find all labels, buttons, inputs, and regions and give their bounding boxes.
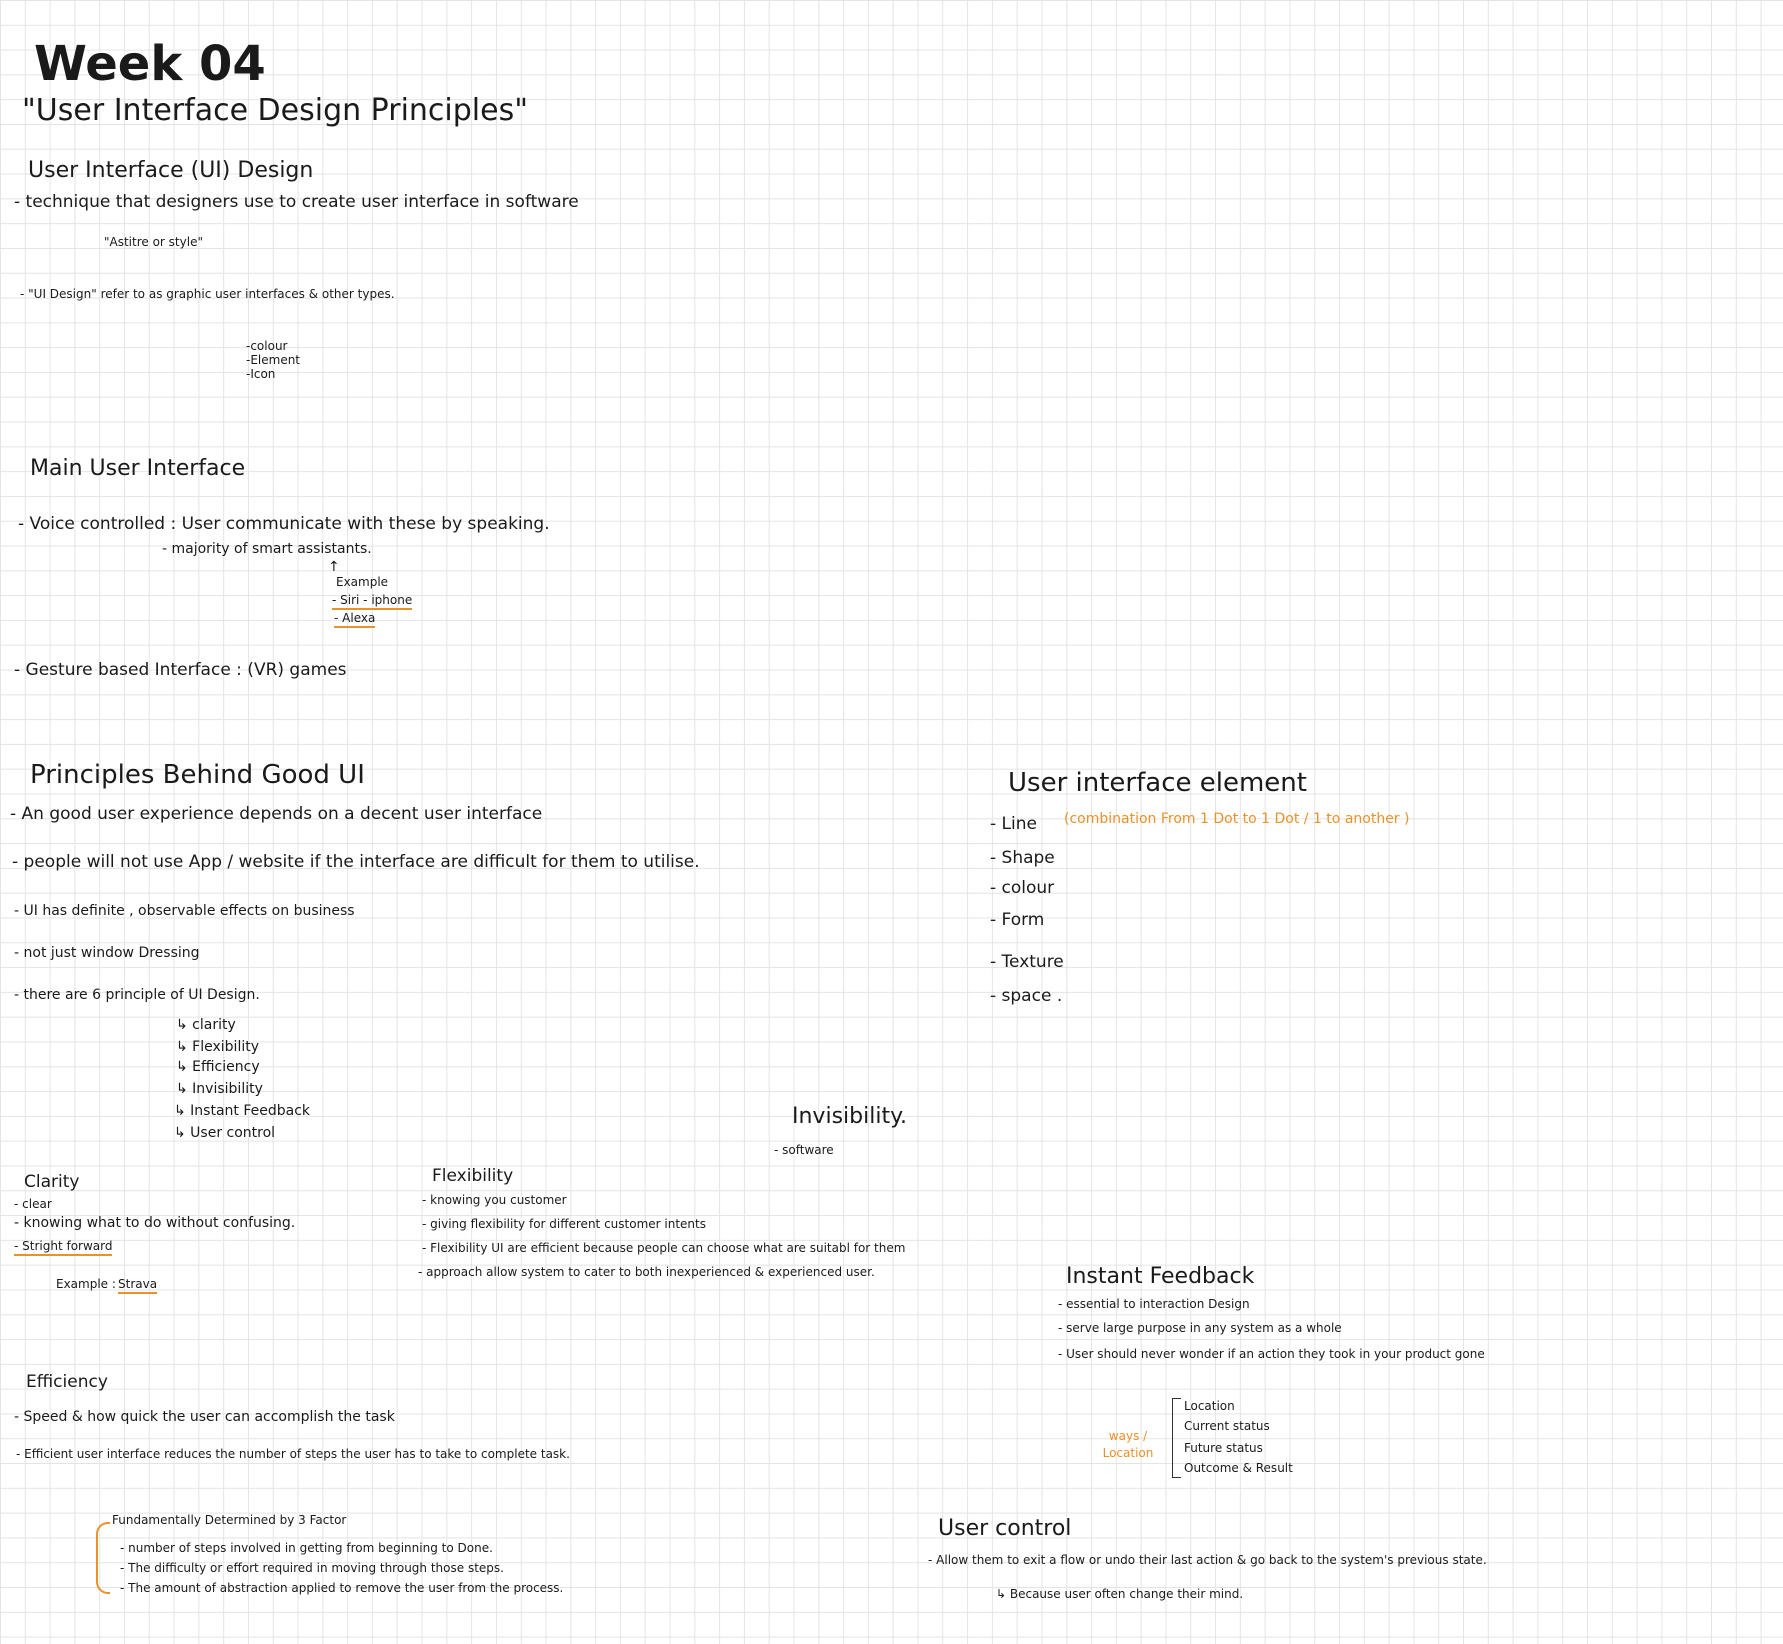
ui-design-list-item: -Element xyxy=(246,353,301,367)
efficiency-factor: - number of steps involved in getting from beginning to Done. xyxy=(120,1541,493,1555)
clarity-line: - Stright forward xyxy=(14,1240,112,1256)
principle-item: ↳ Invisibility xyxy=(176,1081,263,1097)
clarity-heading: Clarity xyxy=(24,1172,80,1192)
feedback-line: - serve large purpose in any system as a whole xyxy=(1058,1321,1342,1335)
ui-element-item: - space . xyxy=(990,986,1063,1006)
principle-item: ↳ Efficiency xyxy=(176,1059,260,1075)
user-control-because: ↳ Because user often change their mind. xyxy=(996,1587,1244,1601)
feedback-ways-label: ways / Location xyxy=(1102,1429,1154,1460)
efficiency-line: - Speed & how quick the user can accomplish the task xyxy=(14,1409,395,1425)
principle-item: ↳ Instant Feedback xyxy=(174,1103,311,1119)
feedback-bracket xyxy=(1172,1398,1181,1478)
principles-line: - not just window Dressing xyxy=(14,945,200,961)
efficiency-factor-heading: Fundamentally Determined by 3 Factor xyxy=(112,1513,347,1527)
principles-line: - UI has definite , observable effects on business xyxy=(14,903,355,919)
user-control-heading: User control xyxy=(938,1516,1072,1541)
clarity-line: - knowing what to do without confusing. xyxy=(14,1215,296,1231)
flexibility-line: - Flexibility UI are efficient because people can choose what are suitabl for them xyxy=(422,1241,906,1255)
main-ui-siri: - Siri - iphone xyxy=(332,594,412,610)
principles-line: - people will not use App / website if the interface are difficult for them to utilise. xyxy=(12,852,700,872)
invisibility-heading: Invisibility. xyxy=(792,1104,907,1129)
principle-item: ↳ User control xyxy=(174,1125,276,1141)
efficiency-factor: - The difficulty or effort required in moving through those steps. xyxy=(120,1561,504,1575)
ui-design-heading: User Interface (UI) Design xyxy=(28,158,314,183)
page-title: Week 04 xyxy=(34,36,266,92)
main-ui-heading: Main User Interface xyxy=(30,456,246,481)
clarity-example-label: Example : xyxy=(56,1277,116,1291)
principles-heading: Principles Behind Good UI xyxy=(30,760,365,790)
feedback-way: Location xyxy=(1184,1399,1235,1413)
flexibility-line: - knowing you customer xyxy=(422,1193,567,1207)
main-ui-alexa: - Alexa xyxy=(334,612,375,628)
ui-design-line-2: - "UI Design" refer to as graphic user interfaces & other types. xyxy=(20,287,395,301)
invisibility-line: - software xyxy=(774,1143,834,1157)
main-ui-majority: - majority of smart assistants. xyxy=(162,541,372,557)
main-ui-example: Example xyxy=(336,575,389,589)
main-ui-gesture: - Gesture based Interface : (VR) games xyxy=(14,660,347,680)
efficiency-factor: - The amount of abstraction applied to remove the user from the process. xyxy=(120,1581,564,1595)
ui-element-line-note: (combination From 1 Dot to 1 Dot / 1 to another ) xyxy=(1064,811,1410,827)
principle-item: ↳ Flexibility xyxy=(176,1039,259,1055)
flexibility-heading: Flexibility xyxy=(432,1166,514,1186)
principles-line: - An good user experience depends on a decent user interface xyxy=(10,804,543,824)
feedback-way: Current status xyxy=(1184,1419,1270,1433)
ui-element-item: - Texture xyxy=(990,952,1064,972)
arrow-up-icon: ↑ xyxy=(328,559,340,575)
feedback-line: - User should never wonder if an action they took in your product gone xyxy=(1058,1347,1485,1361)
ui-design-list-item: -Icon xyxy=(246,367,276,381)
feedback-heading: Instant Feedback xyxy=(1066,1264,1255,1289)
user-control-line: - Allow them to exit a flow or undo their last action & go back to the system's previous state. xyxy=(928,1553,1487,1567)
ui-element-heading: User interface element xyxy=(1008,768,1307,798)
ui-element-item: - Form xyxy=(990,910,1045,930)
main-ui-voice: - Voice controlled : User communicate with these by speaking. xyxy=(18,514,550,534)
feedback-way: Outcome & Result xyxy=(1184,1461,1293,1475)
feedback-line: - essential to interaction Design xyxy=(1058,1297,1250,1311)
clarity-example-value: Strava xyxy=(118,1278,157,1294)
ui-element-item: - colour xyxy=(990,878,1055,898)
ui-design-line-1: - technique that designers use to create user interface in software xyxy=(14,192,579,212)
principle-item: ↳ clarity xyxy=(176,1017,236,1033)
efficiency-bracket xyxy=(96,1522,110,1594)
flexibility-line: - giving flexibility for different customer intents xyxy=(422,1217,706,1231)
ui-design-list-item: -colour xyxy=(246,339,288,353)
feedback-way: Future status xyxy=(1184,1441,1263,1455)
clarity-line: - clear xyxy=(14,1197,52,1211)
efficiency-line: - Efficient user interface reduces the number of steps the user has to take to complete task. xyxy=(16,1447,570,1461)
flexibility-line: - approach allow system to cater to both inexperienced & experienced user. xyxy=(418,1265,875,1279)
ui-design-aside: "Astitre or style" xyxy=(104,235,203,249)
ui-element-item: - Shape xyxy=(990,848,1055,868)
efficiency-heading: Efficiency xyxy=(26,1372,108,1392)
ui-element-line: - Line xyxy=(990,814,1037,834)
page-subtitle: "User Interface Design Principles" xyxy=(22,93,529,128)
principles-line: - there are 6 principle of UI Design. xyxy=(14,987,260,1003)
